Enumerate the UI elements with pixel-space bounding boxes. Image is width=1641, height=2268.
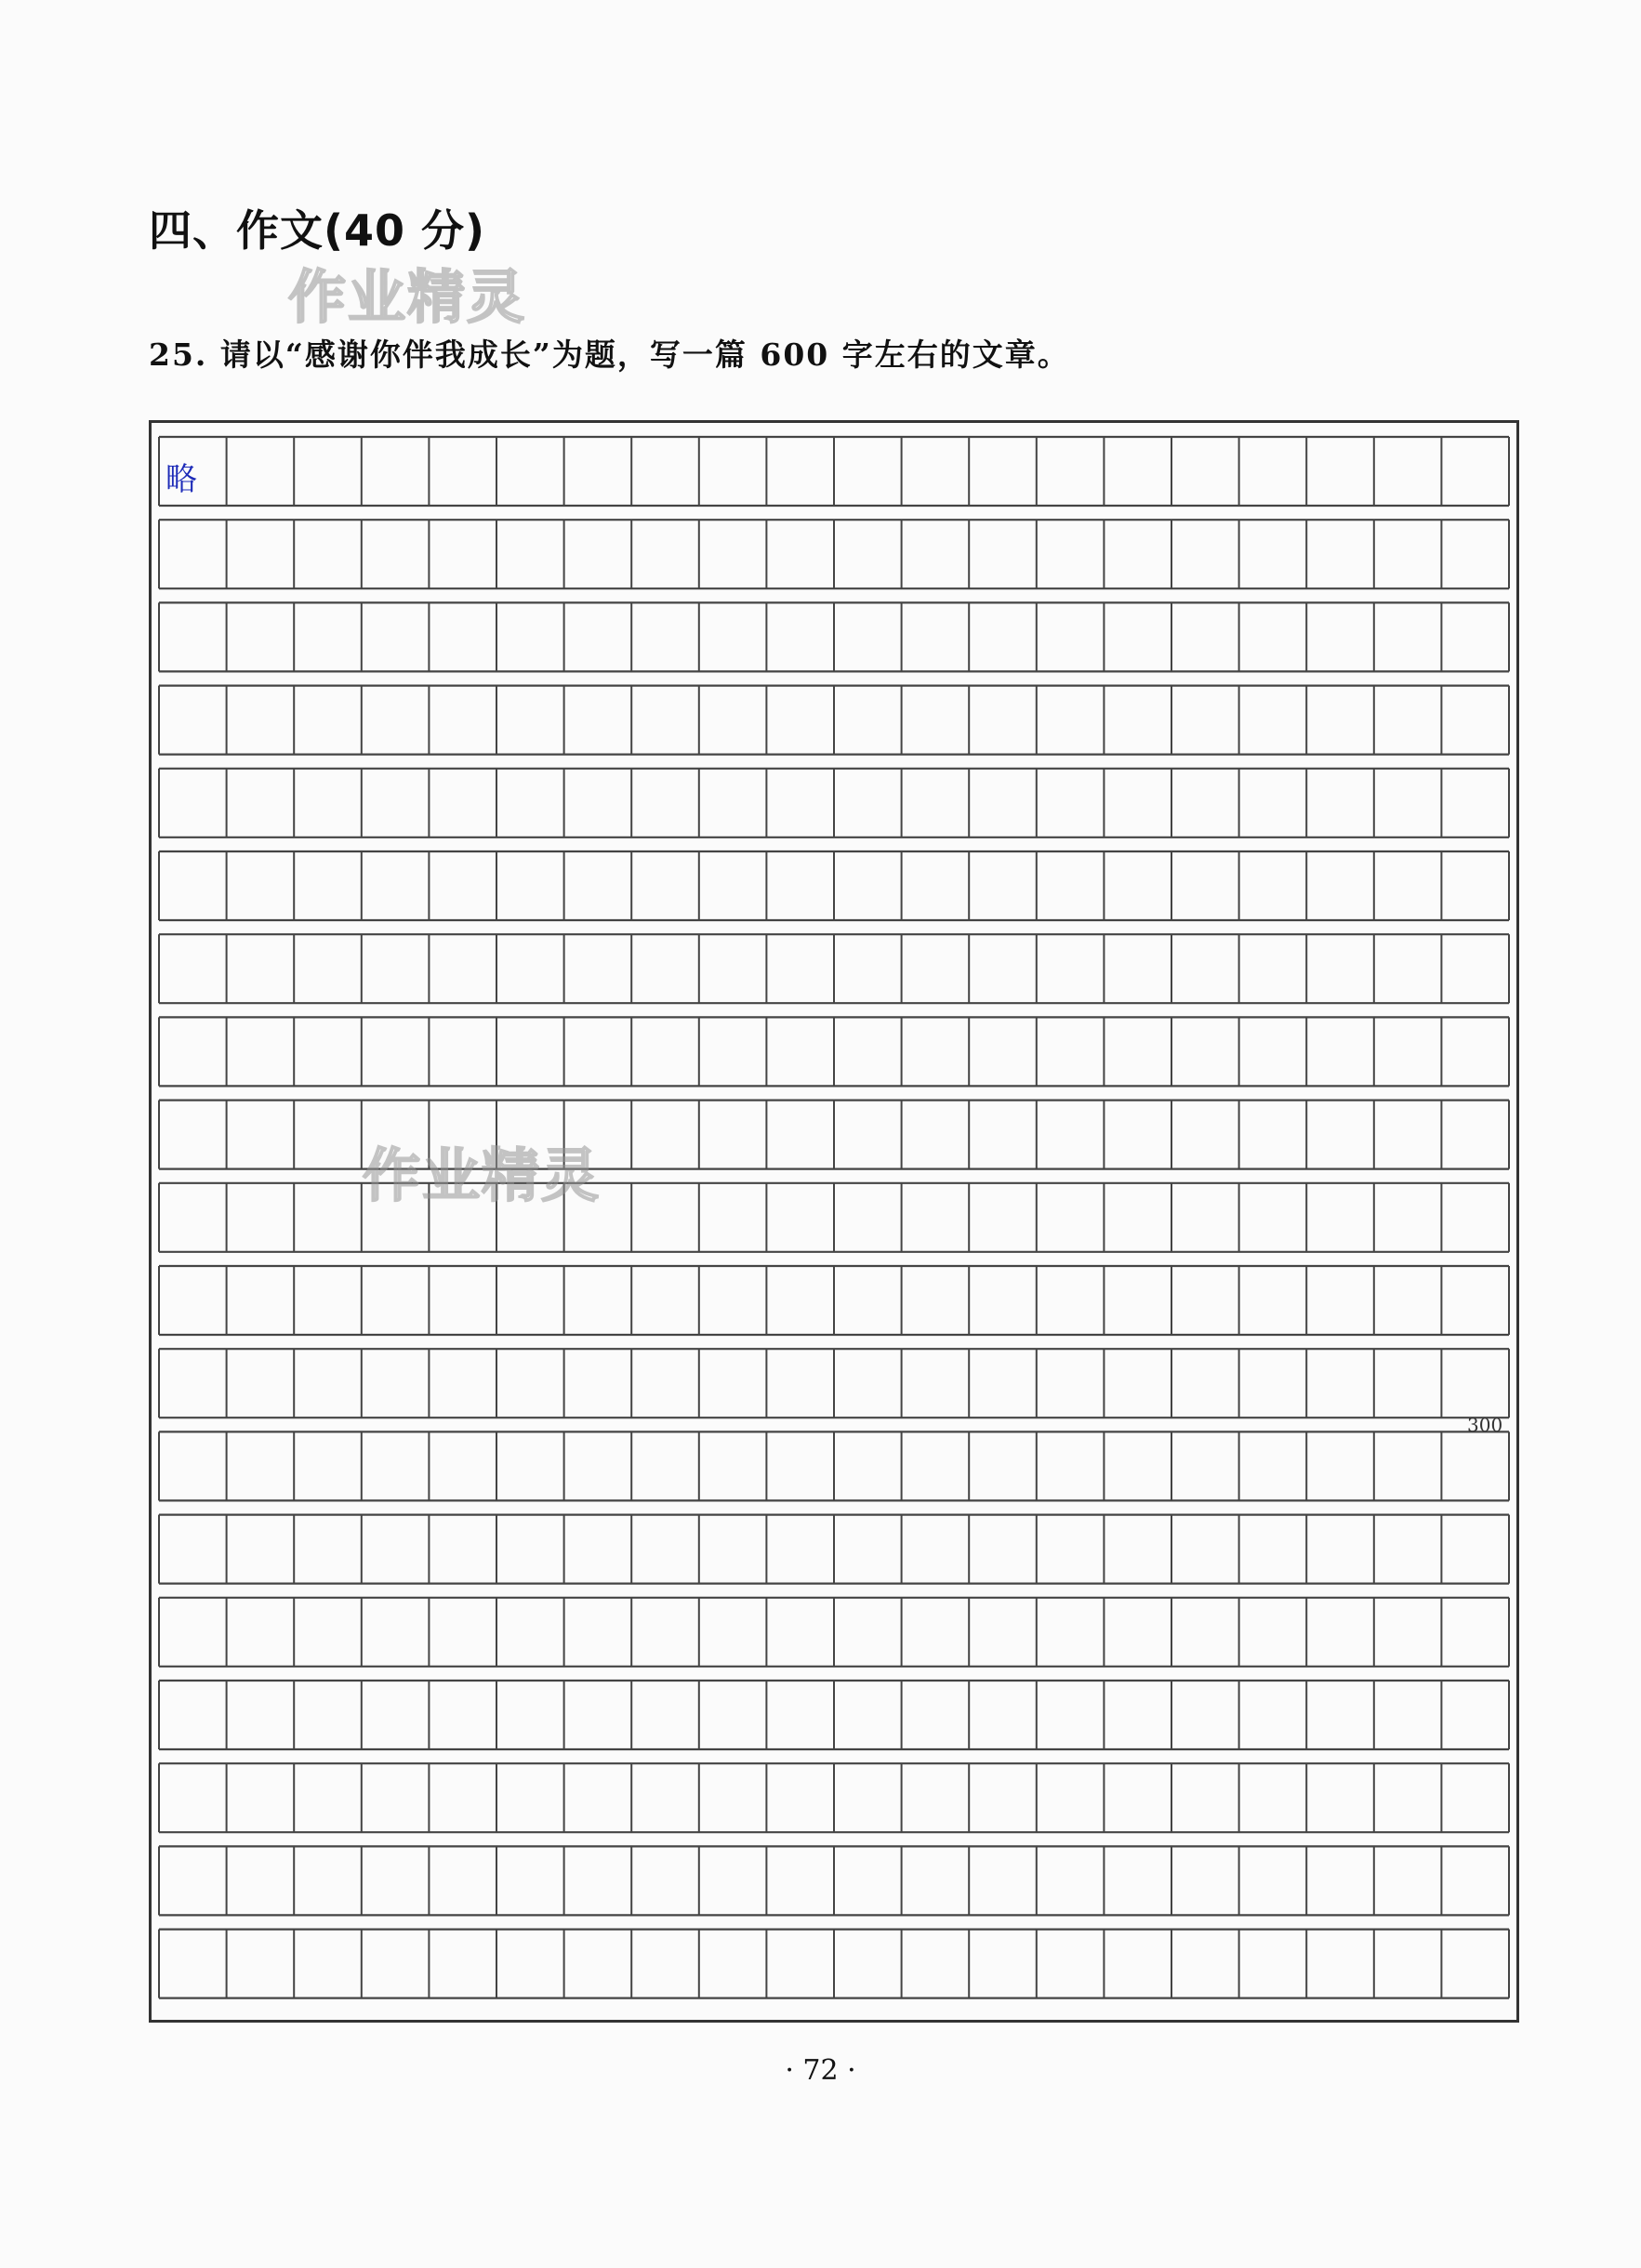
question-prompt: 25. 请以“感谢你伴我成长”为题，写一篇 600 字左右的文章。 xyxy=(149,336,1070,373)
grid-row xyxy=(159,1101,1509,1169)
grid-row xyxy=(159,1017,1509,1086)
watermark-logo: 作业精灵 xyxy=(288,263,527,331)
grid-row xyxy=(159,1349,1509,1418)
grid-row xyxy=(159,1598,1509,1667)
answer-text: 略 xyxy=(165,461,197,498)
grid-row xyxy=(159,686,1509,755)
grid-row xyxy=(159,437,1509,506)
watermark-logo-center: 作业精灵 xyxy=(363,1141,602,1209)
page-number: · 72 · xyxy=(785,2054,856,2087)
grid-row xyxy=(159,1763,1509,1832)
grid-row xyxy=(159,1846,1509,1915)
grid-row xyxy=(159,1515,1509,1584)
grid-row xyxy=(159,1431,1509,1500)
word-count-mark: 300 xyxy=(1467,1414,1503,1436)
grid-row xyxy=(159,769,1509,837)
grid-row xyxy=(159,520,1509,588)
section-title: 四、作文(40 分) xyxy=(149,205,486,256)
grid-row xyxy=(159,851,1509,920)
grid-row xyxy=(159,602,1509,671)
writing-grid xyxy=(149,420,1519,2023)
grid-row xyxy=(159,1183,1509,1252)
grid-row xyxy=(159,1266,1509,1335)
grid-row xyxy=(159,1681,1509,1749)
grid-row xyxy=(159,934,1509,1003)
grid-row xyxy=(159,1930,1509,1998)
